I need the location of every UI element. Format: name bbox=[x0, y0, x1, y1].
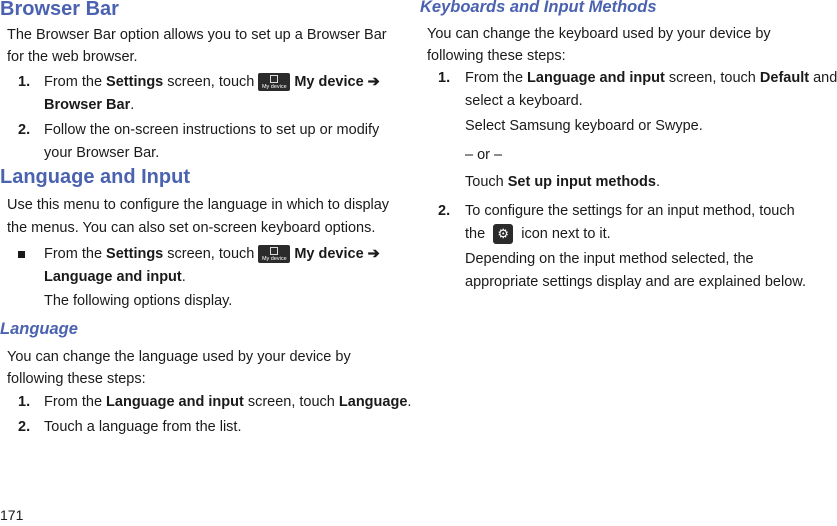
step-number: 2. bbox=[438, 203, 451, 219]
step-number: 2. bbox=[18, 419, 31, 435]
bullet-square bbox=[18, 246, 25, 264]
language-step1: From the Language and input screen, touch Language. bbox=[44, 394, 412, 410]
browser-bar-step1-line2: Browser Bar. bbox=[44, 97, 135, 113]
step-number: 1. bbox=[18, 74, 31, 90]
browser-bar-step2-line2: your Browser Bar. bbox=[44, 145, 160, 161]
my-device-tab-icon: My device bbox=[258, 245, 290, 263]
page-number: 171 bbox=[0, 507, 24, 523]
browser-bar-intro-line1: The Browser Bar option allows you to set up a Browser Bar bbox=[7, 27, 387, 43]
keyboards-step1-line3: Select Samsung keyboard or Swype. bbox=[465, 118, 703, 134]
keyboards-step1-touch: Touch Set up input methods. bbox=[465, 174, 660, 190]
language-heading: Language bbox=[0, 320, 78, 338]
keyboards-heading: Keyboards and Input Methods bbox=[420, 0, 657, 16]
keyboards-step2-line4: appropriate settings display and are explained below. bbox=[465, 274, 806, 290]
step-number: 2. bbox=[18, 122, 31, 138]
browser-bar-heading: Browser Bar bbox=[0, 0, 119, 20]
language-step2: Touch a language from the list. bbox=[44, 419, 242, 435]
language-input-note: The following options display. bbox=[44, 293, 233, 309]
language-input-bullet-line2: Language and input. bbox=[44, 269, 186, 285]
language-input-bullet-line1: From the Settings screen, touch My device My device ➔ bbox=[44, 246, 380, 263]
language-input-intro-line2: the menus. You can also set on-screen keyboard options. bbox=[7, 220, 376, 236]
keyboards-step1-line1: From the Language and input screen, touch Default and bbox=[465, 70, 837, 86]
browser-bar-intro-line2: for the web browser. bbox=[7, 49, 138, 65]
step-number: 1. bbox=[18, 394, 31, 410]
language-input-heading: Language and Input bbox=[0, 166, 190, 188]
keyboards-step2-line1: To configure the settings for an input method, touch bbox=[465, 203, 795, 219]
gear-icon: ⚙ bbox=[493, 224, 513, 244]
or-separator: – or – bbox=[465, 147, 503, 163]
keyboards-intro-line1: You can change the keyboard used by your device by bbox=[427, 26, 771, 42]
keyboards-step2-line2: the ⚙ icon next to it. bbox=[465, 223, 611, 246]
language-input-intro-line1: Use this menu to configure the language in which to display bbox=[7, 197, 390, 213]
my-device-tab-icon: My device bbox=[258, 73, 290, 91]
language-intro-line1: You can change the language used by your device by bbox=[7, 349, 351, 365]
keyboards-step1-line2: select a keyboard. bbox=[465, 93, 583, 109]
language-intro-line2: following these steps: bbox=[7, 371, 146, 387]
keyboards-step2-line3: Depending on the input method selected, the bbox=[465, 251, 754, 267]
browser-bar-step2-line1: Follow the on-screen instructions to set up or modify bbox=[44, 122, 380, 138]
keyboards-intro-line2: following these steps: bbox=[427, 48, 566, 64]
browser-bar-step1-line1: From the Settings screen, touch My device My device ➔ bbox=[44, 74, 380, 91]
step-number: 1. bbox=[438, 70, 451, 86]
